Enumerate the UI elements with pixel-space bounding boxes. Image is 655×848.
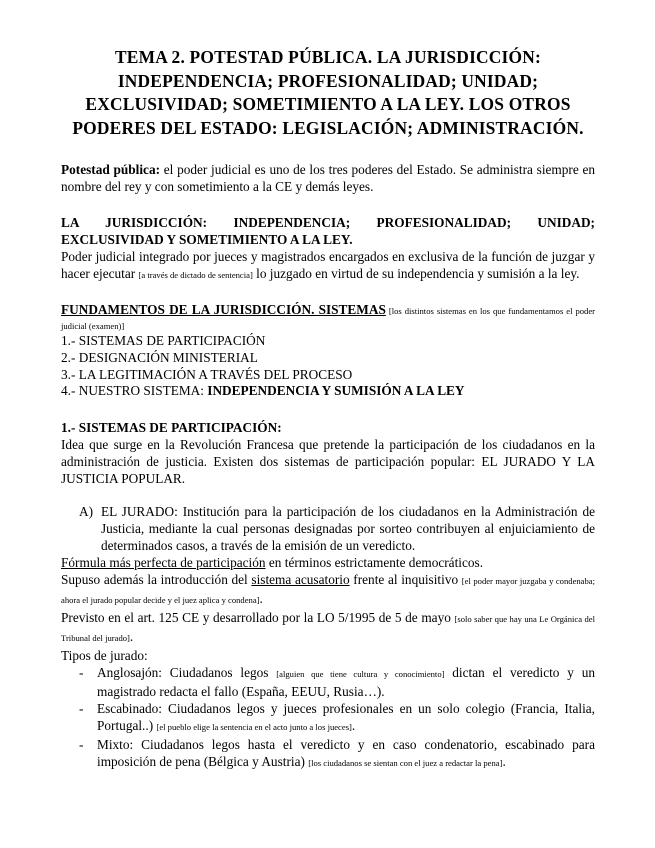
potestad-paragraph [61,161,595,195]
dash-bullet: - [79,701,84,717]
supuso-paragraph [61,571,595,609]
supuso-underlined: sistema acusatorio [251,572,350,588]
jurado-label: A) [79,504,94,520]
fundamentos-heading-block [61,303,595,333]
title-line-2: INDEPENDENCIA; PROFESIONALIDAD; UNIDAD; [117,70,539,91]
tipos-item-text-b: dictan el veredicto y un magistrado redacta el fallo (España, EEUU, Rusia…). [97,665,596,700]
tipos-item-text-b: . [351,718,356,734]
tipos-item-note: [los ciudadanos se sientan con el juez a redactar la pena] [308,758,503,769]
fundamentos-note: [los distintos sistemas en los que fundamentamos el poder judicial (examen)] [61,306,596,331]
previsto-text: Previsto en el art. 125 CE y desarrollado por la LO 5/1995 de 5 de mayo [61,610,455,626]
fundamentos-item-4-bold: INDEPENDENCIA Y SUMISIÓN A LA LEY [207,383,465,399]
dash-bullet: - [79,737,84,753]
dash-bullet: - [79,665,84,681]
supuso-end: . [259,591,263,607]
supuso-text-a: Supuso además la introducción del [61,572,252,588]
fundamentos-item-2: 2.- DESIGNACIÓN MINISTERIAL [61,349,258,365]
supuso-note: [el poder mayor juzgaba y condenaba; ahora el jurado popular decide y el juez aplica y condena] [61,576,595,606]
tipos-item-anglosajon [61,664,595,700]
formula-paragraph [61,554,595,571]
title-line-1: TEMA 2. POTESTAD PÚBLICA. LA JURISDICCIÓN: [115,47,541,67]
jurisdiccion-text-a: Poder judicial integrado por jueces y magistrados encargados en exclusiva de la función de juzgar y hacer ejecutar [61,249,595,281]
jurisdiccion-text-b: lo juzgado en virtud de su independencia y sumisión a la ley. [252,266,580,281]
previsto-note: [solo saber que hay una Le Orgánica del Tribunal del jurado] [61,614,595,644]
fundamentos-heading: FUNDAMENTOS DE LA JURISDICCIÓN. SISTEMAS [61,302,386,317]
previsto-paragraph [61,609,595,647]
fundamentos-item-4-prefix: 4.- NUESTRO SISTEMA: [61,383,208,399]
fundamentos-list [61,333,595,400]
fundamentos-item-3: 3.- LA LEGITIMACIÓN A TRAVÉS DEL PROCESO [61,366,353,382]
tipos-label: Tipos de jurado: [61,648,148,664]
tipos-item-escabinado [61,700,595,736]
tipos-item-text-b: . [502,754,506,770]
tipos-item-text-a: Mixto: Ciudadanos legos hasta el veredicto y en caso condenatorio, escabinado para imposición de pena (Bélgica y Austria) [97,737,595,770]
tipos-list [61,664,595,772]
potestad-label: Potestad pública: [61,162,161,177]
jurado-item [79,503,595,554]
tipos-item-note: [el pueblo elige la sentencia en el acto junto a los jueces] [156,722,352,733]
participacion-intro: Idea que surge en la Revolución Francesa que pretende la participación de los ciudadanos en la administración de justicia. Existen dos sistemas de participación popular: EL JURADO Y LA JUSTICIA POPULAR. [61,437,595,487]
jurisdiccion-heading: LA JURISDICCIÓN: INDEPENDENCIA; PROFESIONALIDAD; UNIDAD; EXCLUSIVIDAD Y SOMETIMIENTO A LA LEY. [61,215,595,247]
jurado-text: EL JURADO: Institución para la participación de los ciudadanos en la Administración de Justicia, mediante la cual personas designadas por sorteo contribuyen al enjuiciamiento de determinados casos, a través de la emisión de un veredicto. [101,504,595,554]
page-title [61,46,595,140]
title-line-4: PODERES DEL ESTADO: LEGISLACIÓN; ADMINISTRACIÓN. [72,117,584,138]
fundamentos-item-1: 1.- SISTEMAS DE PARTICIPACIÓN [61,333,266,348]
formula-underlined: Fórmula más perfecta de participación [61,555,266,571]
supuso-text-b: frente al inquisitivo [349,572,462,588]
jurisdiccion-note: [a través de dictado de sentencia] [138,270,253,280]
title-line-3: EXCLUSIVIDAD; SOMETIMIENTO A LA LEY. LOS OTROS [85,94,571,114]
tipos-item-mixto [61,736,595,772]
fundamentos-item-4 [61,383,595,400]
participacion-heading: 1.- SISTEMAS DE PARTICIPACIÓN: [61,420,282,436]
formula-rest: en términos estrictamente democráticos. [265,555,484,571]
tipos-item-text-a: Escabinado: Ciudadanos legos y jueces profesionales en un solo colegio (Francia, Italia, Portugal..) [97,701,595,734]
jurisdiccion-paragraph [61,248,595,284]
tipos-item-note: [alguien que tiene cultura y conocimiento] [276,669,445,680]
tipos-item-text-a: Anglosajón: Ciudadanos legos [97,665,277,681]
potestad-text: el poder judicial es uno de los tres poderes del Estado. Se administra siempre en nombre del rey y con sometimiento a la CE y demás leyes. [61,162,596,194]
previsto-end: . [129,629,134,645]
